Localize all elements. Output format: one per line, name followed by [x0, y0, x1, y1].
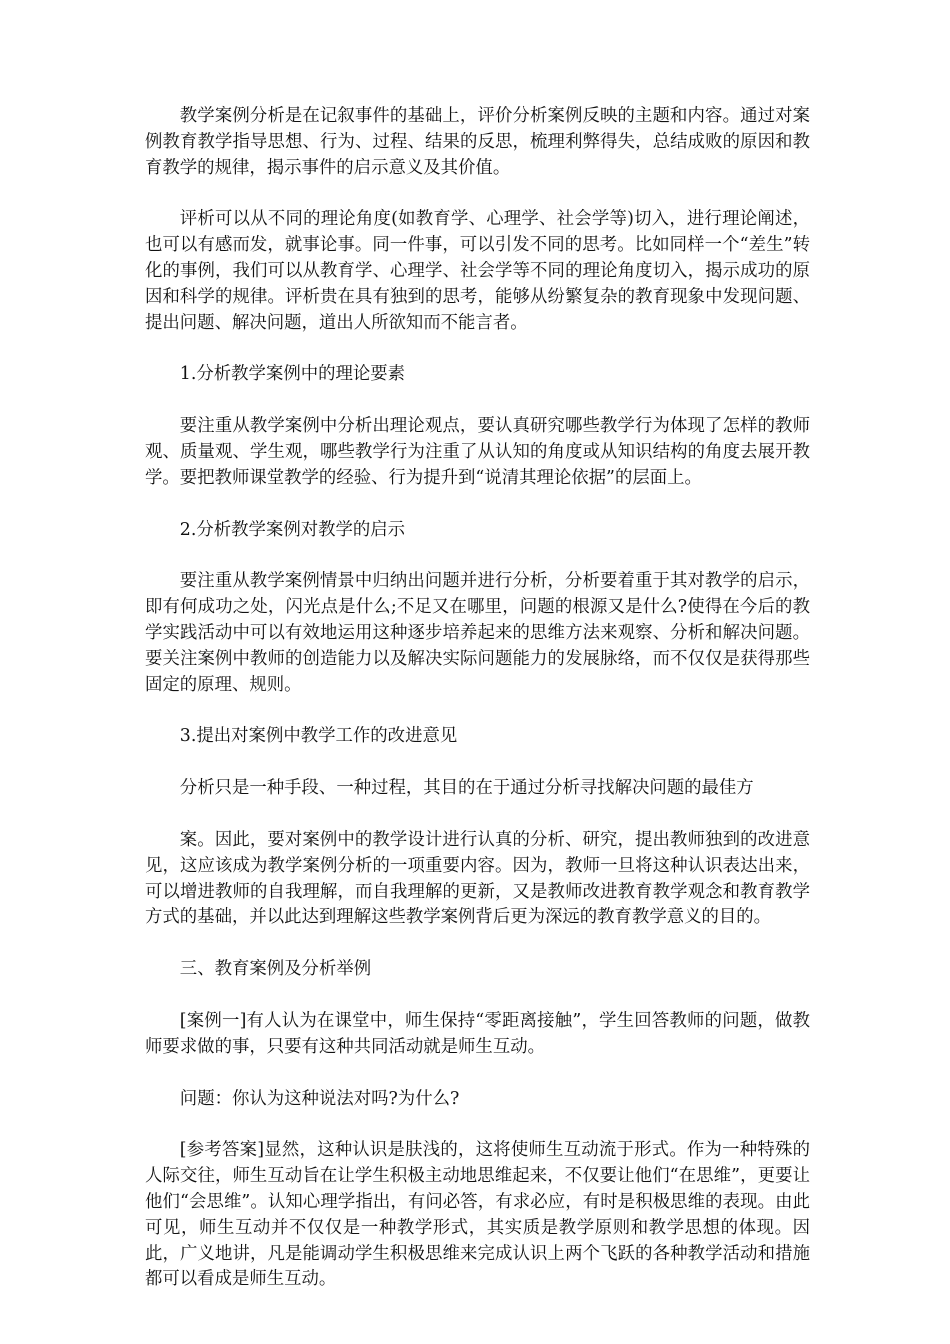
reference-answer-paragraph: [参考答案]显然，这种认识是肤浅的，这将使师生互动流于形式。作为一种特殊的人际交往，师生互动旨在让学生积极主动地思维起来，不仅要让他们“在思维”，更要让他们“会思维”。认知心理学指出，有问必答，有求必应，有时是积极思维的表现。由此可见，师生互动并不仅仅是一种教学形式，其实质是教学原则和教学思想的体现。因此，广义地讲，凡是能调动学生积极思维来完成认识上两个飞跃的各种教学活动和措施都可以看成是师生互动。	[145, 1140, 810, 1290]
commentary-paragraph: 评析可以从不同的理论角度(如教育学、心理学、社会学等)切入，进行理论阐述，也可以有感而发，就事论事。同一件事，可以引发不同的思考。比如同样一个“差生”转化的事例，我们可以从教育学、心理学、社会学等不同的理论角度切入，揭示成功的原因和科学的规律。评析贵在具有独到的思考，能够从纷繁复杂的教育现象中发现问题、提出问题、解决问题，道出人所欲知而不能言者。	[145, 209, 810, 333]
document-body	[145, 104, 810, 1319]
section-heading-1: 1.分析教学案例中的理论要素	[179, 364, 406, 385]
case-one-paragraph: [案例一]有人认为在课堂中，师生保持“零距离接触”，学生回答教师的问题，做教师要求做的事，只要有这种共同活动就是师生互动。	[145, 1010, 810, 1057]
examples-heading: 三、教育案例及分析举例	[179, 959, 372, 980]
section-3-paragraph-b: 案。因此，要对案例中的教学设计进行认真的分析、研究，提出教师独到的改进意见，这应该成为教学案例分析的一项重要内容。因为，教师一旦将这种认识表达出来，可以增进教师的自我理解，而自我理解的更新，又是教师改进教育教学观念和教育教学方式的基础，并以此达到理解这些教学案例背后更为深远的教育教学意义的目的。	[145, 829, 810, 928]
section-heading-2: 2.分析教学案例对教学的启示	[179, 519, 406, 540]
section-2-paragraph: 要注重从教学案例情景中归纳出问题并进行分析，分析要着重于其对教学的启示，即有何成功之处，闪光点是什么;不足又在哪里，问题的根源又是什么?使得在今后的教学实践活动中可以有效地运用这种逐步培养起来的思维方法来观察、分析和解决问题。要关注案例中教师的创造能力以及解决实际问题能力的发展脉络，而不仅仅是获得那些固定的原理、规则。	[145, 571, 810, 695]
section-1-paragraph: 要注重从教学案例中分析出理论观点，要认真研究哪些教学行为体现了怎样的教师观、质量观、学生观，哪些教学行为注重了从认知的角度或从知识结构的角度去展开教学。要把教师课堂教学的经验、行为提升到“说清其理论依据”的层面上。	[145, 416, 810, 488]
section-3-paragraph-a: 分析只是一种手段、一种过程，其目的在于通过分析寻找解决问题的最佳方	[179, 778, 754, 799]
intro-paragraph: 教学案例分析是在记叙事件的基础上，评价分析案例反映的主题和内容。通过对案例教育教学指导思想、行为、过程、结果的反思，梳理利弊得失，总结成败的原因和教育教学的规律，揭示事件的启示意义及其价值。	[145, 106, 810, 178]
question-paragraph: 问题：你认为这种说法对吗?为什么?	[179, 1088, 460, 1109]
section-heading-3: 3.提出对案例中教学工作的改进意见	[179, 726, 458, 747]
